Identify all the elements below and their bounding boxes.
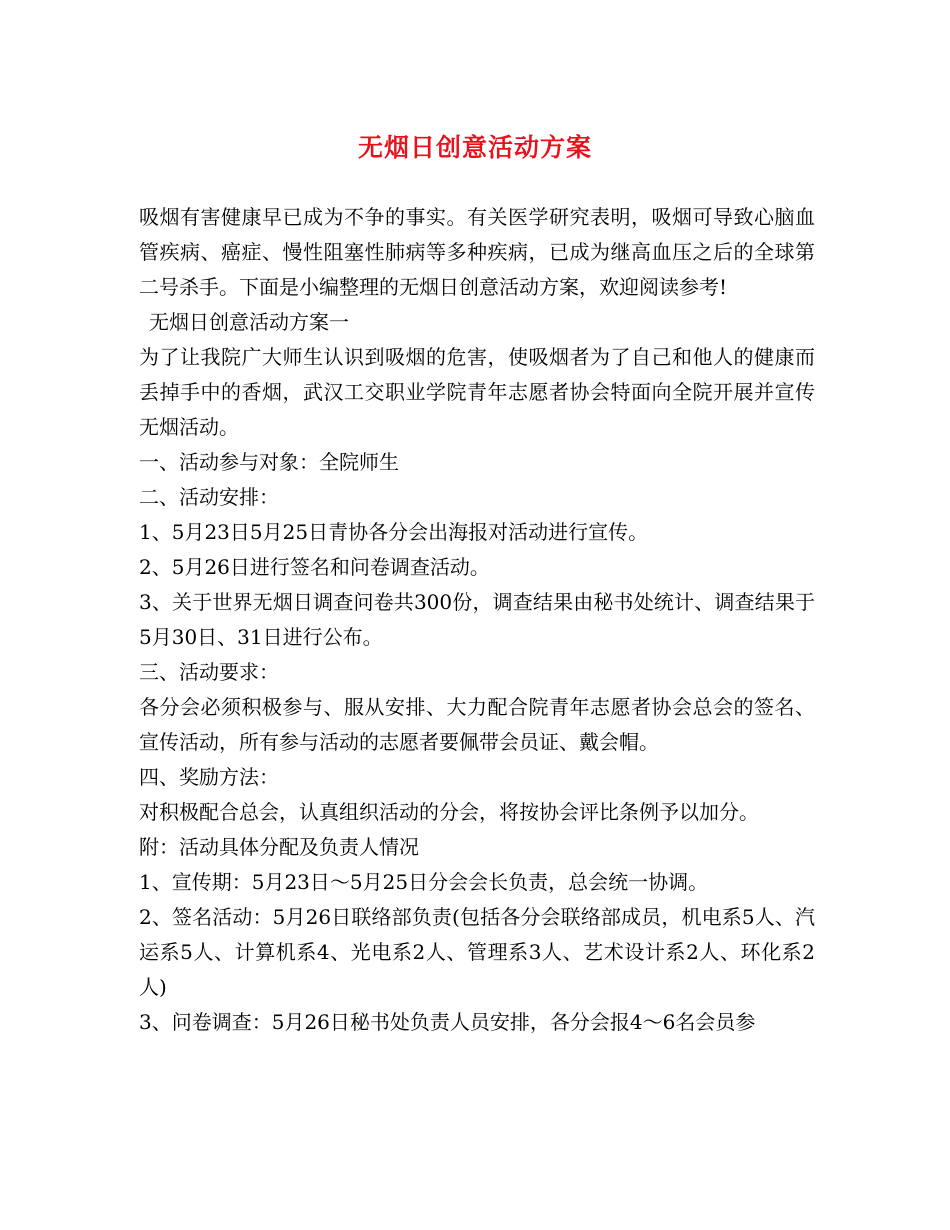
arrangement-item-3: 3、关于世界无烟日调查问卷共300份，调查结果由秘书处统计、调查结果于5月30日、31日进行公布。 (139, 590, 815, 649)
requirements-heading: 三、活动要求： (139, 660, 279, 684)
document-title: 无烟日创意活动方案 (357, 133, 592, 162)
appendix-item-3: 3、问卷调查：5月26日秘书处负责人员安排，各分会报4～6名会员参 (139, 1010, 756, 1034)
arrangement-heading: 二、活动安排： (139, 485, 279, 509)
arrangement-item-1: 1、5月23日5月25日青协各分会出海报对活动进行宣传。 (139, 520, 649, 544)
requirements-paragraph: 各分会必须积极参与、服从安排、大力配合院青年志愿者协会总会的签名、宣传活动，所有参与活动的志愿者要佩带会员证、戴会帽。 (139, 695, 815, 754)
document-body (139, 200, 815, 1040)
arrangement-item-2: 2、5月26日进行签名和问卷调查活动。 (139, 555, 490, 579)
appendix-heading: 附：活动具体分配及负责人情况 (139, 835, 419, 859)
appendix-item-2: 2、签名活动：5月26日联络部负责(包括各分会联络部成员，机电系5人、汽运系5人、计算机系4、光电系2人、管理系3人、艺术设计系2人、环化系2人) (139, 905, 815, 999)
purpose-paragraph: 为了让我院广大师生认识到吸烟的危害，使吸烟者为了自己和他人的健康而丢掉手中的香烟，武汉工交职业学院青年志愿者协会特面向全院开展并宣传无烟活动。 (139, 345, 815, 439)
participants-line: 一、活动参与对象：全院师生 (139, 450, 399, 474)
section-heading-plan-one: 无烟日创意活动方案一 (149, 310, 349, 334)
intro-paragraph: 吸烟有害健康早已成为不争的事实。有关医学研究表明，吸烟可导致心脑血管疾病、癌症、慢性阻塞性肺病等多种疾病，已成为继高血压之后的全球第二号杀手。下面是小编整理的无烟日创意活动方案，欢迎阅读参考! (139, 205, 815, 299)
reward-heading: 四、奖励方法： (139, 765, 279, 789)
appendix-item-1: 1、宣传期：5月23日～5月25日分会会长负责，总会统一协调。 (139, 870, 709, 894)
reward-paragraph: 对积极配合总会，认真组织活动的分会，将按协会评比条例予以加分。 (139, 800, 759, 824)
